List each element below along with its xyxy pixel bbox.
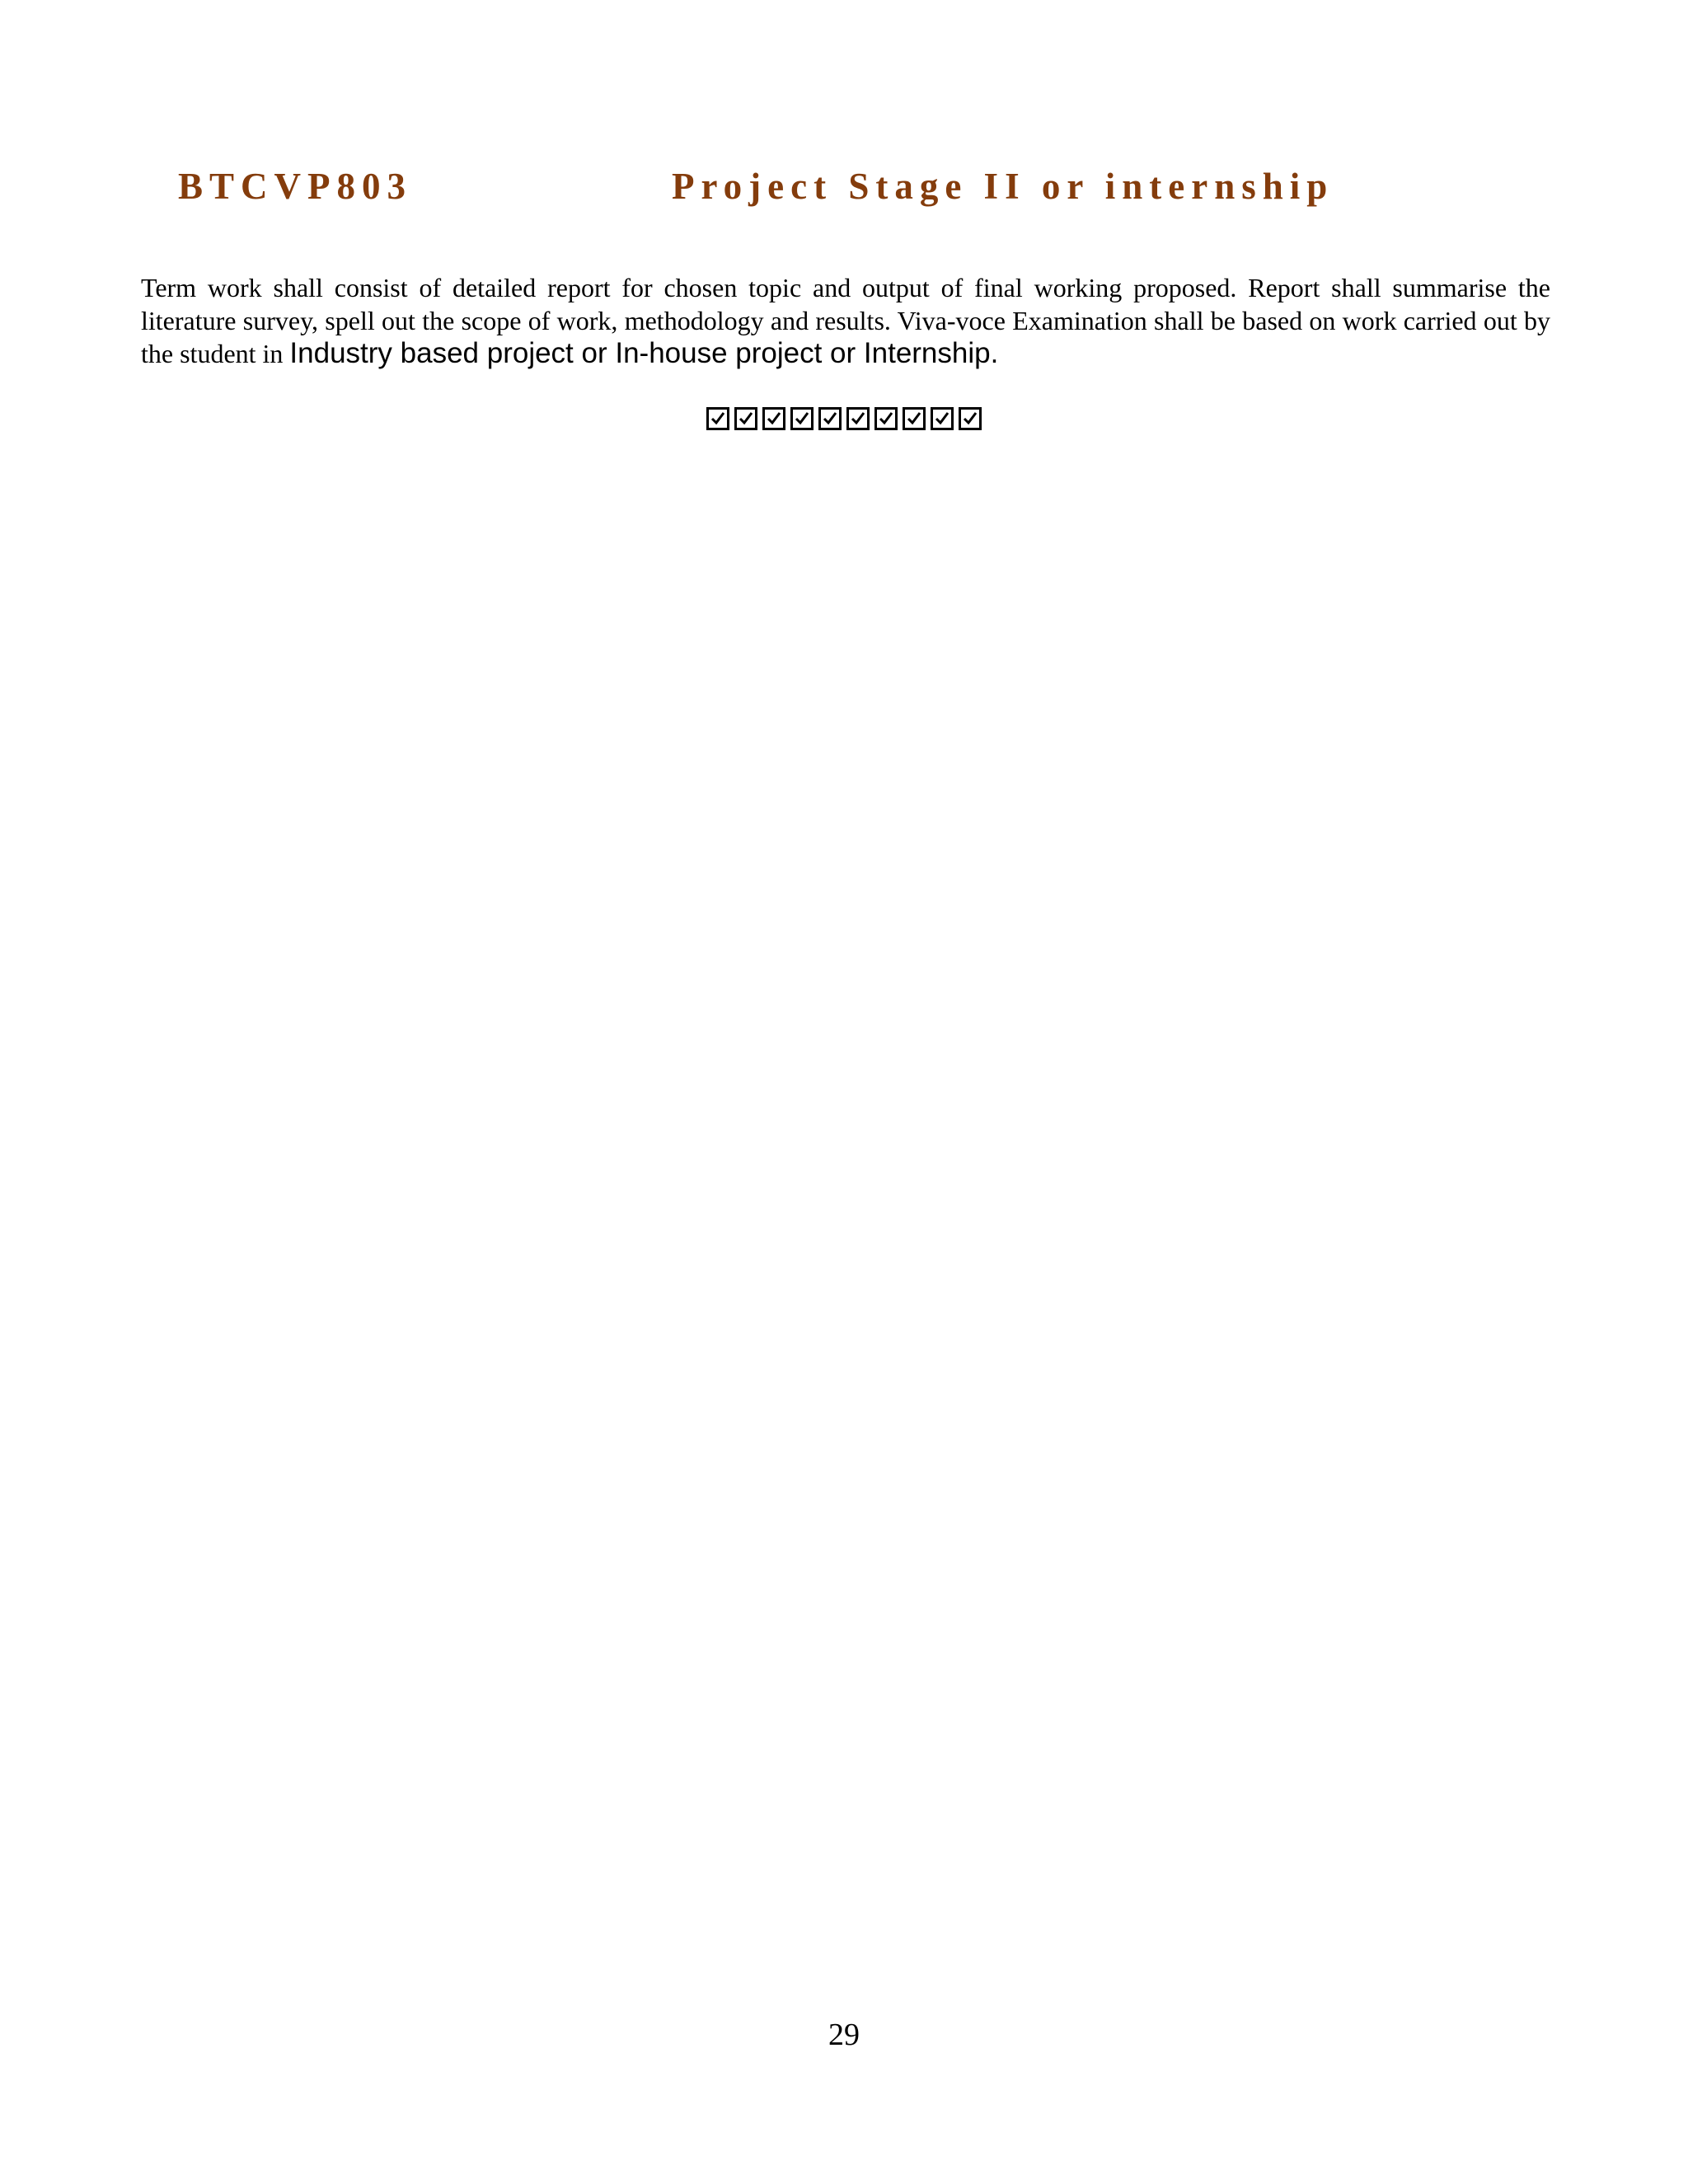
page-number: 29 bbox=[828, 2018, 860, 2052]
checked-box-icon bbox=[931, 407, 954, 430]
course-title: Project Stage II or internship bbox=[672, 166, 1334, 207]
description-paragraph bbox=[141, 271, 1550, 370]
checked-box-icon bbox=[959, 407, 982, 430]
checked-box-icon bbox=[762, 407, 785, 430]
checked-box-icon bbox=[790, 407, 814, 430]
section-end-divider bbox=[0, 407, 1688, 430]
section-heading bbox=[0, 162, 1688, 211]
checked-box-icon bbox=[818, 407, 842, 430]
checked-box-icon bbox=[903, 407, 926, 430]
checked-box-icon bbox=[874, 407, 898, 430]
checked-box-icon bbox=[846, 407, 870, 430]
paragraph-main-text: Term work shall consist of detailed report for chosen topic and output of final working proposed. Report shall summarise the literature survey, spell out the scope of work, methodology and results. Viva-voce Examination shall be based on work carried out by the student in bbox=[141, 273, 1550, 368]
paragraph-tail-text: Industry based project or In-house project or Internship. bbox=[289, 337, 999, 369]
checked-box-icon bbox=[706, 407, 729, 430]
checked-box-icon bbox=[734, 407, 757, 430]
course-code: BTCVP803 bbox=[178, 166, 413, 207]
